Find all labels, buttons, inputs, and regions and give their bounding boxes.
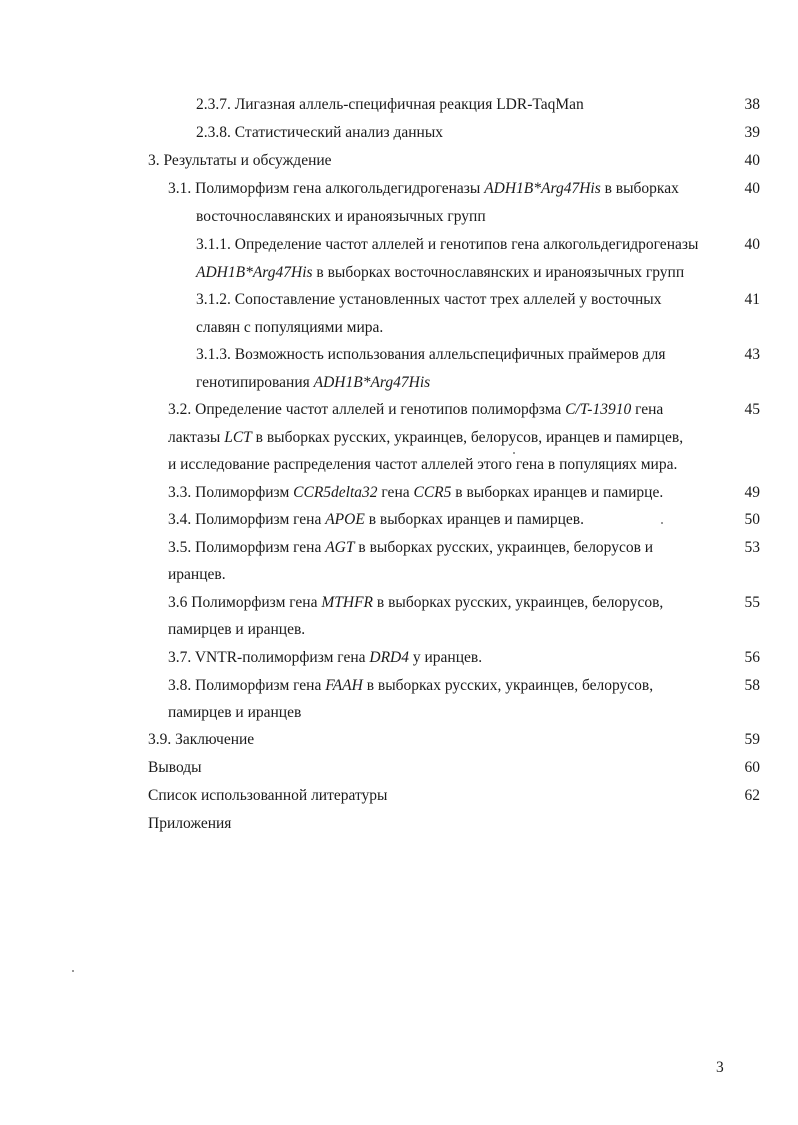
toc-entry-title-cont: у иранцев. <box>409 649 483 666</box>
toc-entry-3-5-line2 <box>168 565 226 585</box>
toc-entry-title-cont: в выборках восточнославянских и ираноязычных групп <box>312 264 685 281</box>
gene-name: ADH1B*Arg47His <box>484 180 601 197</box>
gene-name: MTHFR <box>321 594 374 611</box>
toc-entry-title: 3.3. Полиморфизм <box>168 484 294 501</box>
polymorphism-name: CCR5delta32 <box>293 484 378 501</box>
toc-entry-title-cont: в выборках русских, украинцев, белорусов, <box>362 677 654 694</box>
toc-entry-title-cont: гена <box>377 484 414 501</box>
toc-entry-title-cont: иранцев. <box>168 566 226 583</box>
toc-page-number: 50 <box>744 511 760 528</box>
toc-entry-title: Выводы <box>148 759 202 776</box>
toc-entry-3-2-line3 <box>168 455 677 475</box>
toc-page-number: 59 <box>744 731 760 748</box>
toc-entry-title-cont: памирцев и иранцев. <box>168 621 306 638</box>
gene-name: CCR5 <box>413 484 452 501</box>
toc-entry-title: 3.2. Определение частот аллелей и генотипов полиморфзма <box>168 401 566 418</box>
toc-page-number: 38 <box>744 96 760 113</box>
toc-entry-title-cont: в выборках иранцев и памирцев. <box>364 511 584 528</box>
toc-entry-3-1-2 <box>196 290 661 310</box>
toc-entry-title: 3.6 Полиморфизм гена <box>168 594 322 611</box>
toc-page-number: 39 <box>744 124 760 141</box>
toc-page-number: 58 <box>744 677 760 694</box>
toc-page-number: 62 <box>744 787 760 804</box>
toc-entry-title-cont: славян с популяциями мира. <box>196 319 384 336</box>
toc-entry-references <box>148 786 387 806</box>
toc-entry-title: 3.4. Полиморфизм гена <box>168 511 326 528</box>
toc-entry-3-3 <box>168 483 663 503</box>
toc-entry-3-8 <box>168 676 653 696</box>
toc-entry-title: 3.1. Полиморфизм гена алкогольдегидрогеназы <box>168 180 485 197</box>
toc-entry-title: Список использованной литературы <box>148 787 388 804</box>
toc-entry-title-cont: и исследование распределения частот аллелей этого гена в популяциях мира. <box>168 456 678 473</box>
toc-page-number: 43 <box>744 346 760 363</box>
toc-entry-title-cont: в выборках русских, украинцев, белорусов, иранцев и памирцев, <box>251 429 684 446</box>
scan-speck <box>661 522 663 524</box>
toc-entry-title: 3.1.1. Определение частот аллелей и генотипов гена алкогольдегидрогеназы <box>196 236 699 253</box>
toc-entry-title: 3.1.2. Сопоставление установленных частот трех аллелей у восточных <box>196 291 662 308</box>
toc-entry-3-6 <box>168 593 663 613</box>
toc-entry-3-8-line2 <box>168 703 301 723</box>
gene-name: ADH1B*Arg47His <box>196 264 313 281</box>
toc-entry-3-1-2-line2 <box>196 318 383 338</box>
toc-entry-3-1-1 <box>196 235 698 255</box>
gene-name: DRD4 <box>369 649 409 666</box>
toc-entry-3-1 <box>168 179 679 199</box>
toc-entry-3-2-line2 <box>168 428 683 448</box>
toc-page-number: 56 <box>744 649 760 666</box>
toc-entry-3 <box>148 151 332 171</box>
toc-entry-title: Приложения <box>148 815 232 832</box>
toc-page-number: 40 <box>744 152 760 169</box>
toc-page-number: 60 <box>744 759 760 776</box>
gene-name: ADH1B*Arg47His <box>313 374 431 391</box>
toc-entry-appendices <box>148 814 231 834</box>
toc-entry-title-cont: в выборках русских, украинцев, белорусов, <box>373 594 664 611</box>
toc-entry-title-cont: памирцев и иранцев <box>168 704 302 721</box>
toc-entry-title: 3. Результаты и обсуждение <box>148 152 332 169</box>
toc-page-number: 40 <box>744 236 760 253</box>
toc-page-number: 40 <box>744 180 760 197</box>
toc-entry-title: 3.9. Заключение <box>148 731 255 748</box>
toc-entry-3-4 <box>168 510 584 530</box>
toc-entry-3-6-line2 <box>168 620 305 640</box>
gene-name: LCT <box>224 429 252 446</box>
scan-speck <box>513 452 515 454</box>
toc-entry-title-cont: в выборках <box>600 180 679 197</box>
toc-entry-3-1-1-line2 <box>196 263 684 283</box>
toc-page-number: 49 <box>744 484 760 501</box>
toc-entry-2-3-8 <box>196 123 443 143</box>
page-number: 3 <box>716 1059 724 1076</box>
toc-entry-title-cont: гена <box>631 401 664 418</box>
toc-page-number: 45 <box>744 401 760 418</box>
toc-entry-title-cont: генотипирования <box>196 374 314 391</box>
toc-entry-title-cont: в выборках русских, украинцев, белорусов и <box>354 539 654 556</box>
toc-entry-title-cont: лактазы <box>168 429 225 446</box>
toc-page-number: 55 <box>744 594 760 611</box>
toc-entry-3-2 <box>168 400 663 420</box>
toc-entry-3-9 <box>148 730 254 750</box>
toc-entry-title: 2.3.8. Статистический анализ данных <box>196 124 444 141</box>
toc-entry-title: 3.1.3. Возможность использования аллельспецифичных праймеров для <box>196 346 666 363</box>
toc-entry-3-7 <box>168 648 482 668</box>
toc-entry-3-1-3-line2 <box>196 373 430 393</box>
polymorphism-name: C/T-13910 <box>565 401 632 418</box>
gene-name: APOE <box>325 511 365 528</box>
toc-entry-title: 3.7. VNTR-полиморфизм гена <box>168 649 370 666</box>
gene-name: FAAH <box>325 677 363 694</box>
toc-entry-title-cont: восточнославянских и ираноязычных групп <box>196 208 486 225</box>
toc-entry-conclusions <box>148 758 202 778</box>
toc-page-number: 41 <box>744 291 760 308</box>
gene-name: AGT <box>325 539 355 556</box>
toc-entry-2-3-7 <box>196 95 584 115</box>
toc-entry-title: 2.3.7. Лигазная аллель-специфичная реакция LDR-TaqMan <box>196 96 584 113</box>
toc-entry-3-5 <box>168 538 653 558</box>
toc-entry-title: 3.8. Полиморфизм гена <box>168 677 326 694</box>
toc-entry-title-cont: в выборках иранцев и памирце. <box>451 484 664 501</box>
toc-entry-title: 3.5. Полиморфизм гена <box>168 539 326 556</box>
toc-entry-3-1-3 <box>196 345 665 365</box>
toc-entry-3-1-line2 <box>196 207 486 227</box>
scan-speck <box>72 970 74 972</box>
toc-page-number: 53 <box>744 539 760 556</box>
